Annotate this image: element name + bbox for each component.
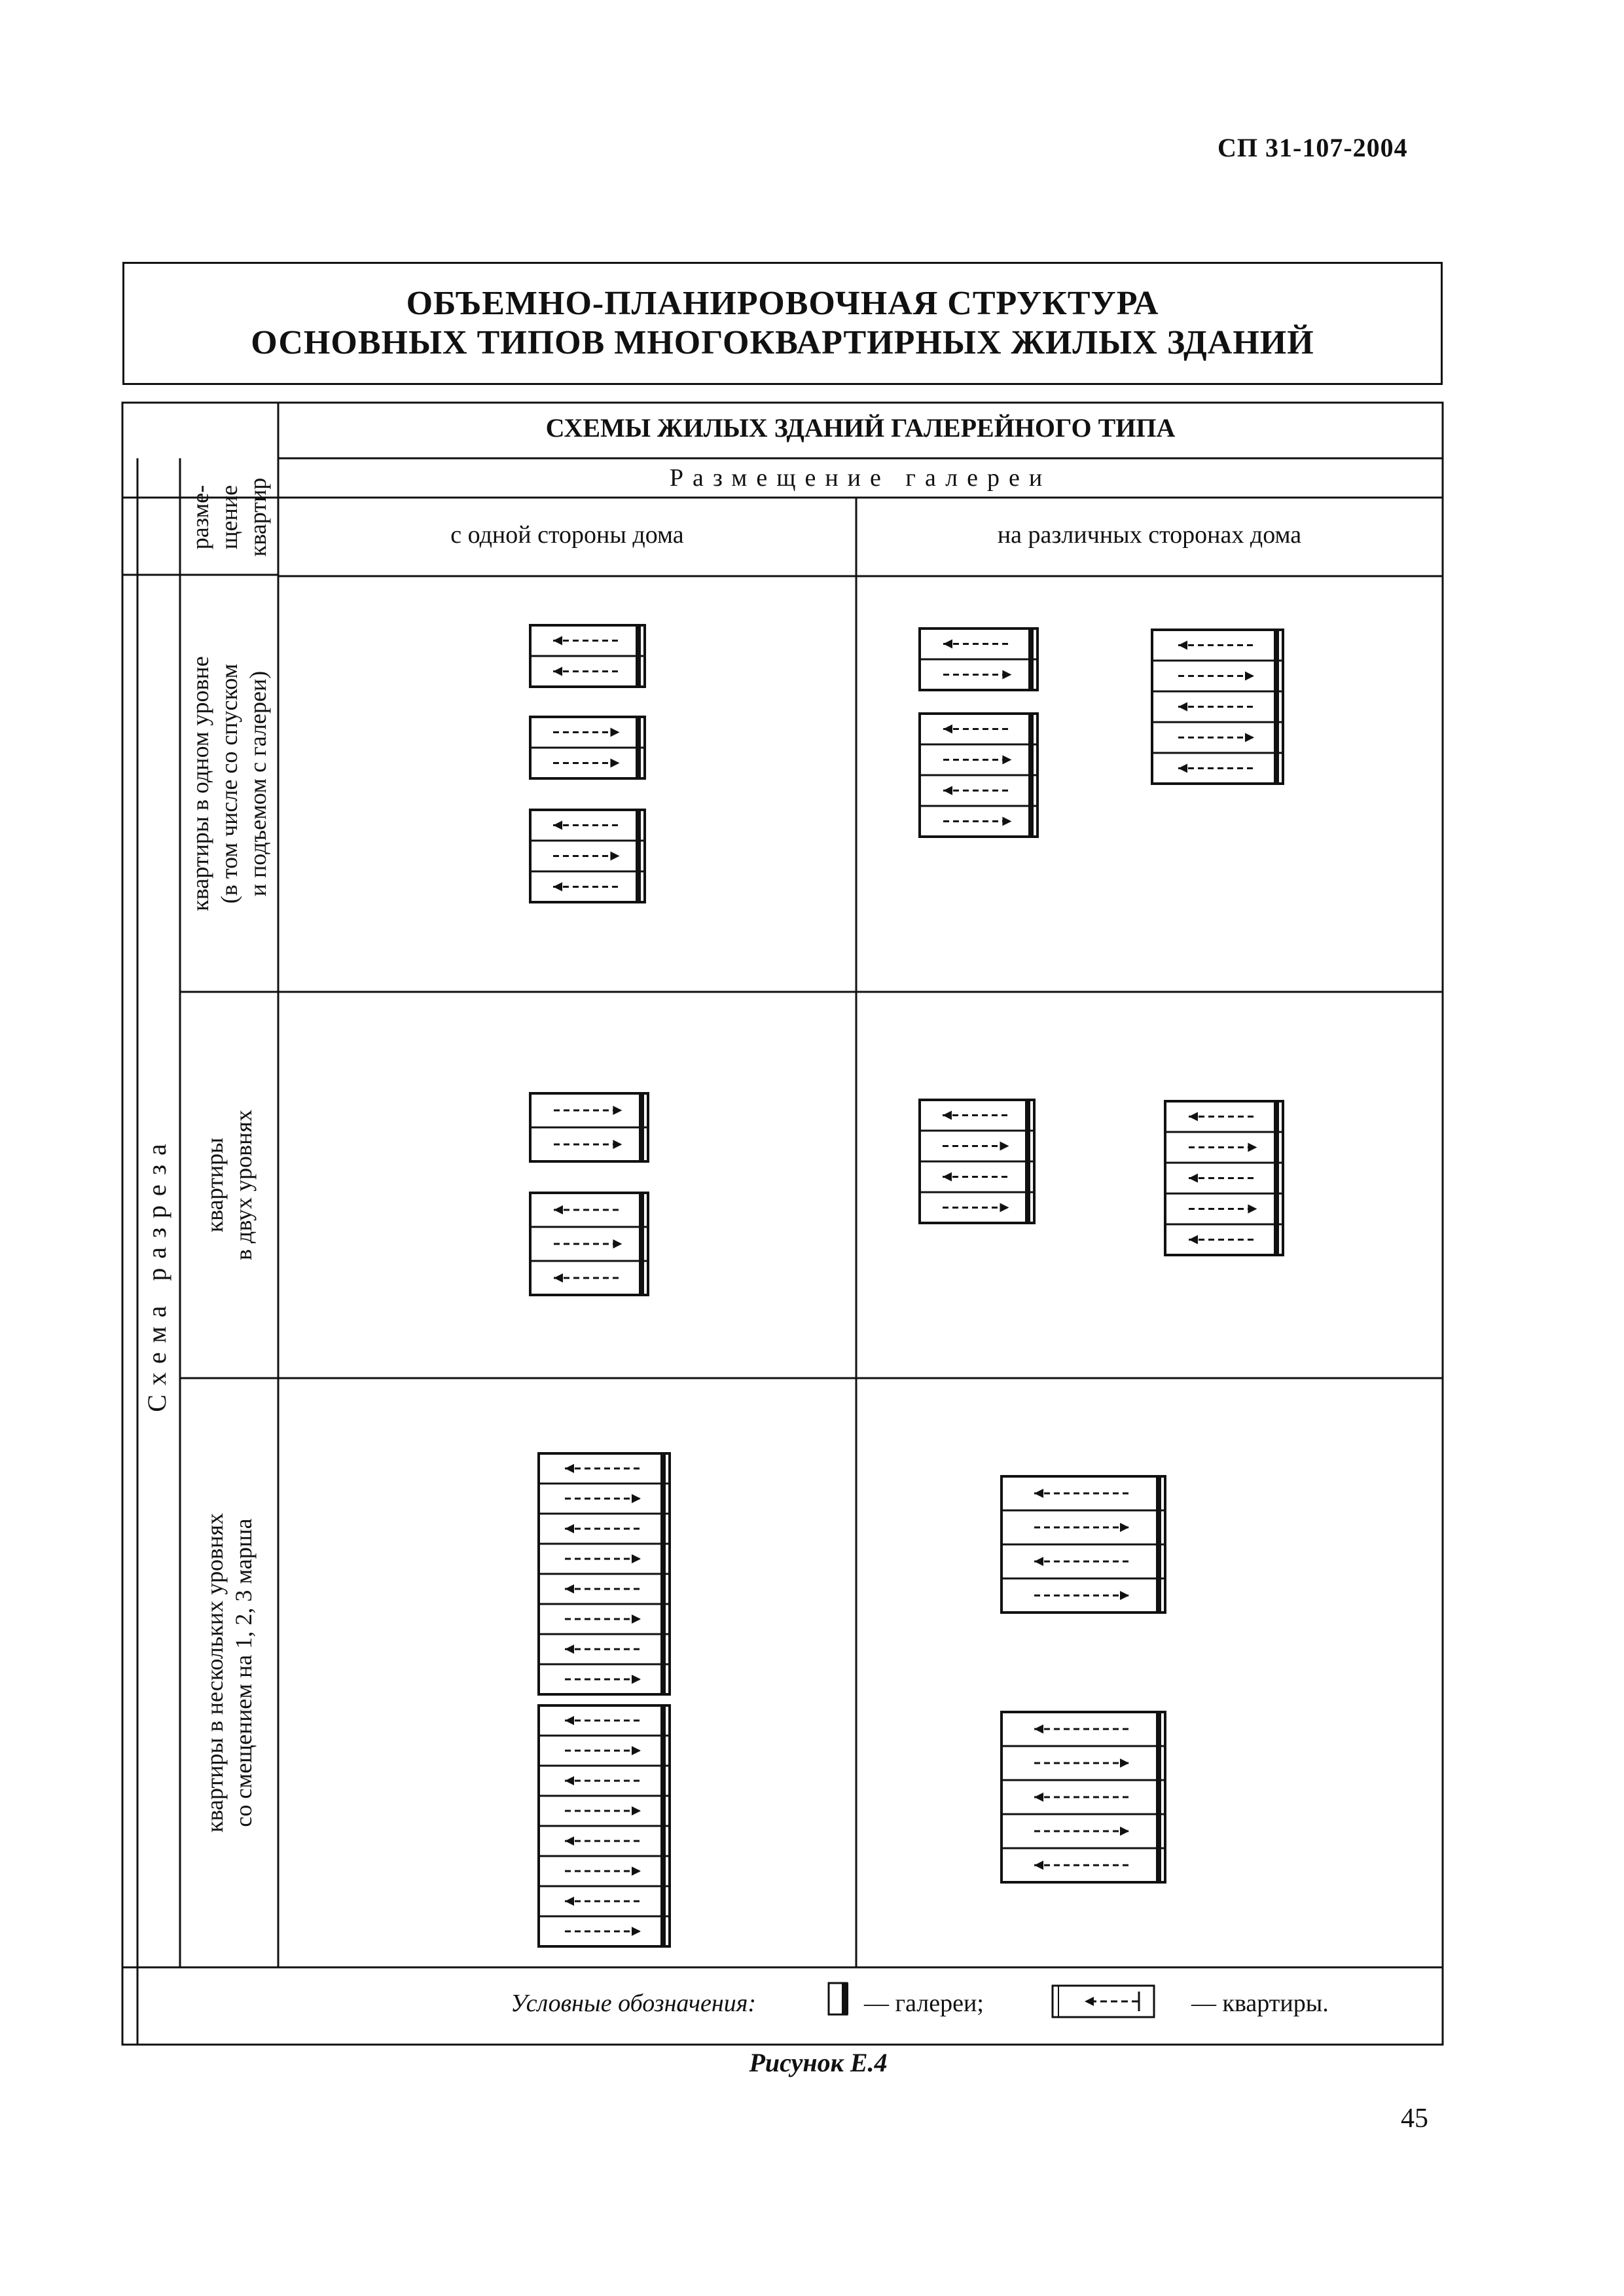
figure-title-line-1: ОБЪЕМНО-ПЛАНИРОВОЧНАЯ СТРУКТУРА	[406, 285, 1159, 322]
r3c1-b-arrow-head	[565, 1716, 574, 1725]
r2c1-a-arrow-head	[613, 1140, 622, 1149]
r1c2-c-arrow-head	[1178, 641, 1187, 650]
r1c1-a-arrow-head	[553, 667, 562, 676]
r3c1-a-arrow-head	[565, 1584, 574, 1594]
r3c2-b-arrow-head	[1034, 1861, 1043, 1870]
r3c1-b-arrow-head	[632, 1746, 641, 1755]
r3c1-a-gallery	[660, 1453, 666, 1694]
r3c1-a-arrow-head	[565, 1524, 574, 1533]
r3c1-b-arrow-head	[565, 1836, 574, 1846]
r1c1-c-arrow-head	[553, 821, 562, 830]
r3c1-a-arrow-head	[632, 1614, 641, 1624]
r1c1-c-arrow-head	[553, 883, 562, 892]
r2c2-b-arrow-head	[1189, 1235, 1198, 1245]
figure-title-line-2: ОСНОВНЫХ ТИПОВ МНОГОКВАРТИРНЫХ ЖИЛЫХ ЗДАНИЙ	[251, 324, 1314, 361]
document-code: СП 31-107-2004	[1218, 133, 1408, 162]
column-one-side: с одной стороны дома	[450, 521, 684, 549]
section-title: СХЕМЫ ЖИЛЫХ ЗДАНИЙ ГАЛЕРЕЙНОГО ТИПА	[545, 413, 1176, 443]
r3c2-a-arrow-head	[1034, 1557, 1043, 1566]
r3c2-a-arrow-head	[1034, 1489, 1043, 1498]
row-label-two-level: квартиры в двух уровнях	[202, 1110, 257, 1260]
r3c1-b-arrow-head	[565, 1776, 574, 1785]
r2c2-a-arrow-head	[943, 1111, 952, 1120]
r3c2-b-arrow-head	[1120, 1758, 1129, 1768]
r2c2-a-gallery	[1025, 1100, 1030, 1223]
r3c1-b-arrow-head	[632, 1867, 641, 1876]
row-label-multi-level: квартиры в нескольких уровнях со смещением на 1, 2, 3 марша	[202, 1513, 257, 1832]
r2c2-b-arrow-head	[1248, 1205, 1257, 1214]
r1c2-c-arrow-head	[1178, 764, 1187, 773]
apartment-legend-icon	[1051, 1984, 1159, 2020]
r1c2-c-arrow-head	[1245, 672, 1254, 681]
r3c2-a-arrow-head	[1120, 1523, 1129, 1532]
r1c2-c-arrow-head	[1245, 733, 1254, 742]
r2c2-a-arrow-head	[1000, 1203, 1009, 1212]
r1c2-b-arrow-head	[943, 786, 952, 795]
r3c1-a-arrow-head	[565, 1464, 574, 1473]
figure-caption: Рисунок Е.4	[749, 2048, 888, 2077]
section-scheme-label: Схема разреза	[142, 1135, 171, 1412]
r2c2-b-arrow-head	[1189, 1174, 1198, 1183]
r3c1-b-arrow-head	[565, 1897, 574, 1906]
r3c1-a-arrow-head	[565, 1645, 574, 1654]
r1c1-a-gallery	[636, 625, 641, 687]
r3c2-a-arrow-head	[1120, 1591, 1129, 1600]
r2c2-a-arrow-head	[1000, 1142, 1009, 1151]
page-number: 45	[1401, 2104, 1428, 2134]
r2c1-b-arrow-head	[613, 1239, 622, 1248]
legend-label: Условные обозначения:	[511, 1990, 757, 2017]
r3c1-a-arrow-head	[632, 1675, 641, 1684]
r1c1-c-arrow-head	[611, 852, 620, 861]
r3c1-a-arrow-head	[632, 1554, 641, 1563]
r3c1-b-arrow-head	[632, 1927, 641, 1936]
r2c1-b-arrow-head	[554, 1205, 563, 1214]
r2c1-b-gallery	[639, 1193, 644, 1295]
r1c2-c-arrow-head	[1178, 702, 1187, 712]
r1c2-b-arrow-head	[943, 725, 952, 734]
gallery-legend-icon	[826, 1980, 852, 2020]
r2c2-b-arrow-head	[1189, 1112, 1198, 1121]
r2c1-a-arrow-head	[613, 1106, 622, 1115]
r1c2-c-gallery	[1274, 630, 1279, 784]
apartment-placement-header: разме- щение квартир	[187, 477, 271, 557]
r3c2-b-arrow-head	[1034, 1793, 1043, 1802]
column-different-sides: на различных сторонах дома	[997, 521, 1302, 549]
r1c2-a-arrow-head	[943, 640, 952, 649]
r1c2-a-arrow-head	[1002, 670, 1011, 680]
r1c1-a-arrow-head	[553, 636, 562, 646]
r1c1-b-gallery	[636, 717, 641, 778]
r1c1-b-arrow-head	[611, 759, 620, 768]
r2c2-a-arrow-head	[943, 1173, 952, 1182]
r3c2-b-gallery	[1156, 1712, 1161, 1882]
r3c2-b-arrow-head	[1120, 1827, 1129, 1836]
r2c1-b-arrow-head	[554, 1273, 563, 1283]
r1c2-b-arrow-head	[1002, 817, 1011, 826]
r1c2-b-gallery	[1028, 714, 1034, 837]
r3c2-b-arrow-head	[1034, 1724, 1043, 1734]
legend-apartment-text: — квартиры.	[1191, 1990, 1329, 2017]
r3c2-a-gallery	[1156, 1476, 1161, 1613]
r3c1-b-gallery	[660, 1705, 666, 1946]
r1c1-b-arrow-head	[611, 728, 620, 737]
r2c2-b-gallery	[1274, 1101, 1279, 1255]
r1c2-a-gallery	[1028, 629, 1034, 690]
r2c2-b-arrow-head	[1248, 1143, 1257, 1152]
row-label-single-level: квартиры в одном уровне (в том числе со спуском и подъемом с галереи)	[187, 656, 271, 911]
r2c1-a-gallery	[639, 1093, 644, 1161]
r1c1-c-gallery	[636, 810, 641, 902]
legend-gallery-text: — галереи;	[864, 1990, 984, 2017]
r1c2-b-arrow-head	[1002, 756, 1011, 765]
gallery-placement-header: Размещение галереи	[669, 464, 1052, 492]
r3c1-a-arrow-head	[632, 1494, 641, 1503]
r3c1-b-arrow-head	[632, 1806, 641, 1815]
